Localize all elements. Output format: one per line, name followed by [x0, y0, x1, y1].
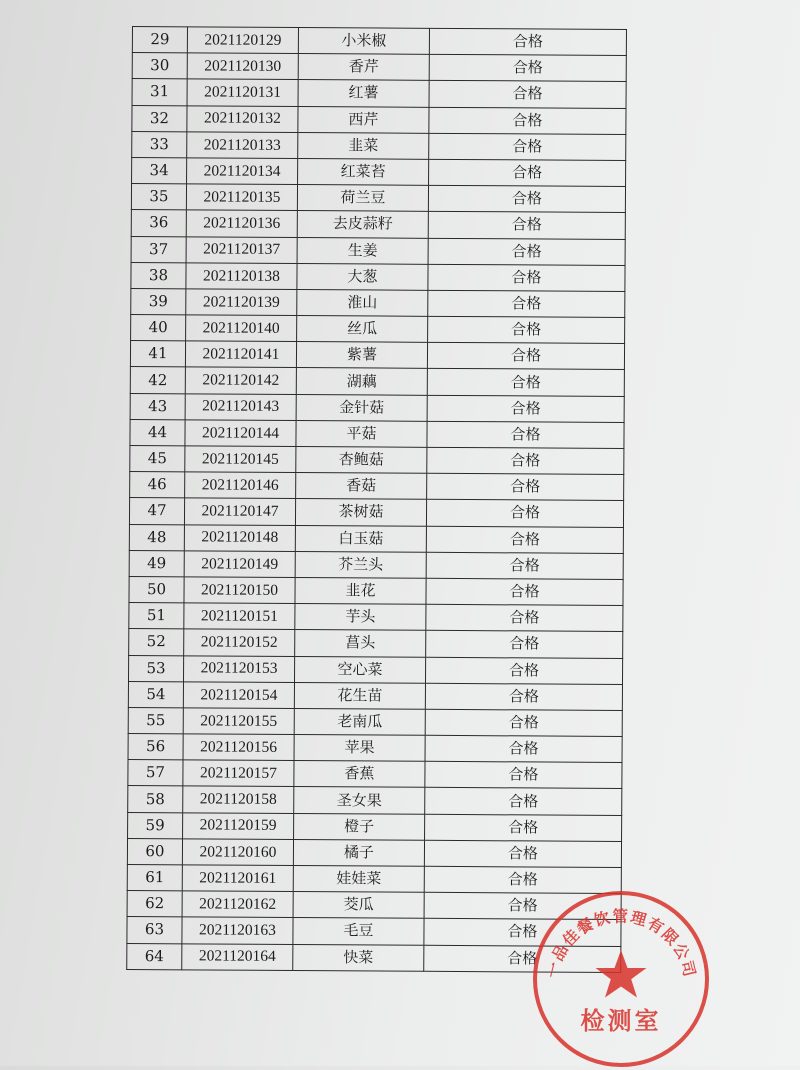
- test-result: 合格: [429, 159, 626, 186]
- row-number: 47: [129, 498, 184, 525]
- table-row: [130, 367, 624, 396]
- row-number: 29: [132, 27, 187, 54]
- test-result: 合格: [424, 866, 621, 893]
- row-number: 33: [132, 131, 187, 158]
- row-number: 42: [130, 367, 185, 394]
- table-row: [128, 681, 622, 710]
- sample-name: 韭花: [295, 577, 426, 604]
- table-row: [132, 27, 626, 56]
- sample-name: 小米椒: [298, 28, 429, 55]
- test-result: 合格: [429, 81, 626, 108]
- table-row: [128, 734, 622, 763]
- row-number: 50: [129, 576, 184, 603]
- table-row: [132, 131, 626, 160]
- table-row: [130, 393, 624, 422]
- row-number: 41: [130, 341, 185, 368]
- row-number: 57: [128, 760, 183, 787]
- row-number: 46: [130, 472, 185, 499]
- test-result: 合格: [427, 447, 624, 474]
- sample-code: 2021120158: [183, 786, 294, 813]
- test-result: 合格: [426, 552, 623, 579]
- table-row: [128, 655, 622, 684]
- sample-code: 2021120147: [184, 498, 295, 525]
- sample-name: 茭瓜: [293, 892, 424, 919]
- table-row: [130, 341, 624, 370]
- sample-name: 红薯: [298, 80, 429, 107]
- row-number: 32: [132, 105, 187, 132]
- sample-code: 2021120154: [183, 682, 294, 709]
- sample-name: 紫薯: [296, 342, 427, 369]
- row-number: 40: [131, 315, 186, 342]
- sample-code: 2021120149: [184, 551, 295, 578]
- test-result: 合格: [428, 212, 625, 239]
- test-result: 合格: [425, 709, 622, 736]
- test-result: 合格: [424, 892, 621, 919]
- row-number: 38: [131, 262, 186, 289]
- sample-name: 杏鲍菇: [296, 447, 427, 474]
- test-result: 合格: [425, 814, 622, 841]
- sample-code: 2021120139: [186, 289, 297, 316]
- table-row: [128, 760, 622, 789]
- table-row: [132, 53, 626, 82]
- sample-name: 茶树菇: [295, 499, 426, 526]
- row-number: 39: [131, 288, 186, 315]
- sample-name: 苹果: [294, 735, 425, 762]
- sample-name: 芥兰头: [295, 551, 426, 578]
- row-number: 56: [128, 734, 183, 761]
- sample-name: 毛豆: [293, 918, 424, 945]
- table-row: [131, 210, 625, 239]
- sample-code: 2021120138: [186, 263, 297, 290]
- sample-code: 2021120156: [183, 734, 294, 761]
- test-result: 合格: [425, 762, 622, 789]
- row-number: 48: [129, 524, 184, 551]
- sample-name: 去皮蒜籽: [297, 211, 428, 238]
- row-number: 45: [130, 445, 185, 472]
- sample-name: 湖藕: [296, 368, 427, 395]
- test-result: 合格: [428, 264, 625, 291]
- table-row: [129, 498, 623, 527]
- test-result: 合格: [427, 421, 624, 448]
- sample-code: 2021120131: [187, 79, 298, 106]
- sample-name: 白玉菇: [295, 525, 426, 552]
- table-row: [131, 184, 625, 213]
- table-row: [130, 419, 624, 448]
- test-result: 合格: [426, 526, 623, 553]
- table-row: [128, 707, 622, 736]
- table-row: [129, 629, 623, 658]
- row-number: 61: [127, 864, 182, 891]
- table-row: [132, 79, 626, 108]
- sample-name: 香菇: [296, 473, 427, 500]
- row-number: 55: [128, 707, 183, 734]
- table-row: [130, 445, 624, 474]
- test-result: 合格: [424, 840, 621, 867]
- row-number: 37: [131, 236, 186, 263]
- sample-code: 2021120135: [186, 184, 297, 211]
- row-number: 60: [127, 838, 182, 865]
- sample-code: 2021120159: [183, 812, 294, 839]
- sample-name: 大葱: [297, 263, 428, 290]
- test-result: 合格: [429, 133, 626, 160]
- row-number: 44: [130, 419, 185, 446]
- row-number: 36: [131, 210, 186, 237]
- row-number: 54: [128, 681, 183, 708]
- sample-name: 空心菜: [294, 656, 425, 683]
- sample-code: 2021120133: [187, 132, 298, 159]
- row-number: 53: [128, 655, 183, 682]
- sample-name: 老南瓜: [294, 708, 425, 735]
- sample-name: 香蕉: [294, 761, 425, 788]
- row-number: 63: [127, 917, 182, 944]
- sample-code: 2021120162: [182, 891, 293, 918]
- sample-code: 2021120129: [187, 27, 298, 54]
- sample-code: 2021120130: [187, 53, 298, 80]
- sample-name: 生姜: [297, 237, 428, 264]
- sample-code: 2021120136: [186, 210, 297, 237]
- row-number: 30: [132, 53, 187, 80]
- table-row: [128, 812, 622, 841]
- sample-name: 橘子: [293, 839, 424, 866]
- table-row: [131, 315, 625, 344]
- table-row: [127, 838, 621, 867]
- seal-center-text: 检测室: [580, 1007, 662, 1035]
- sample-name: 金针菇: [296, 394, 427, 421]
- sample-name: 红菜苔: [298, 158, 429, 185]
- sample-code: 2021120152: [184, 629, 295, 656]
- test-result: 合格: [429, 107, 626, 134]
- test-result: 合格: [425, 683, 622, 710]
- table-row: [129, 524, 623, 553]
- inspection-seal: [530, 888, 712, 1070]
- sample-code: 2021120164: [182, 943, 293, 970]
- test-result: 合格: [426, 500, 623, 527]
- test-result: 合格: [426, 578, 623, 605]
- sample-code: 2021120150: [184, 577, 295, 604]
- sample-code: 2021120137: [186, 236, 297, 263]
- row-number: 35: [131, 184, 186, 211]
- test-result: 合格: [427, 369, 624, 396]
- sample-code: 2021120163: [182, 917, 293, 944]
- test-result: 合格: [428, 238, 625, 265]
- table-row: [132, 157, 626, 186]
- test-result: 合格: [424, 945, 621, 972]
- sample-code: 2021120148: [184, 524, 295, 551]
- row-number: 31: [132, 79, 187, 106]
- table-row: [131, 236, 625, 265]
- row-number: 52: [129, 629, 184, 656]
- test-result: 合格: [429, 28, 626, 55]
- table-row: [130, 472, 624, 501]
- sample-code: 2021120134: [187, 158, 298, 185]
- sample-name: 韭菜: [298, 132, 429, 159]
- test-result: 合格: [428, 290, 625, 317]
- table-row: [129, 550, 623, 579]
- sample-code: 2021120157: [183, 760, 294, 787]
- test-result: 合格: [428, 316, 625, 343]
- sample-code: 2021120155: [183, 708, 294, 735]
- sample-name: 圣女果: [294, 787, 425, 814]
- seal-ring-text: 一品佳餐饮管理有限公司: [543, 907, 699, 980]
- test-result: 合格: [426, 604, 623, 631]
- table-row: [129, 576, 623, 605]
- sample-name: 菖头: [295, 630, 426, 657]
- sample-code: 2021120145: [185, 446, 296, 473]
- sample-code: 2021120151: [184, 603, 295, 630]
- test-result: 合格: [426, 631, 623, 658]
- test-result: 合格: [425, 788, 622, 815]
- row-number: 64: [127, 943, 182, 970]
- test-result: 合格: [425, 657, 622, 684]
- table-body: [127, 27, 627, 973]
- test-result: 合格: [427, 473, 624, 500]
- sample-code: 2021120161: [182, 865, 293, 892]
- sample-code: 2021120141: [185, 341, 296, 368]
- sample-code: 2021120146: [185, 472, 296, 499]
- row-number: 43: [130, 393, 185, 420]
- test-result: 合格: [425, 735, 622, 762]
- test-result: 合格: [427, 395, 624, 422]
- sample-name: 娃娃菜: [293, 866, 424, 893]
- sample-code: 2021120160: [182, 839, 293, 866]
- table-row: [132, 105, 626, 134]
- sample-code: 2021120132: [187, 105, 298, 132]
- sample-name: 橙子: [294, 813, 425, 840]
- table-row: [129, 603, 623, 632]
- test-result: 合格: [428, 185, 625, 212]
- sample-code: 2021120153: [183, 655, 294, 682]
- inspection-results-table: [126, 26, 627, 973]
- sample-name: 丝瓜: [297, 316, 428, 343]
- sample-name: 芋头: [295, 604, 426, 631]
- sample-code: 2021120144: [185, 420, 296, 447]
- table-row: [128, 786, 622, 815]
- row-number: 49: [129, 550, 184, 577]
- sample-name: 平菇: [296, 420, 427, 447]
- test-result: 合格: [429, 55, 626, 82]
- row-number: 62: [127, 891, 182, 918]
- sample-name: 荷兰豆: [297, 185, 428, 212]
- sample-name: 花生苗: [294, 682, 425, 709]
- sample-name: 香芹: [298, 54, 429, 81]
- test-result: 合格: [427, 343, 624, 370]
- row-number: 34: [132, 157, 187, 184]
- sample-code: 2021120142: [185, 367, 296, 394]
- seal-star-icon: [596, 950, 647, 998]
- sample-code: 2021120140: [186, 315, 297, 342]
- row-number: 59: [128, 812, 183, 839]
- row-number: 51: [129, 603, 184, 630]
- sample-name: 淮山: [297, 289, 428, 316]
- test-result: 合格: [424, 919, 621, 946]
- table-row: [131, 288, 625, 317]
- sample-code: 2021120143: [185, 393, 296, 420]
- row-number: 58: [128, 786, 183, 813]
- table-row: [131, 262, 625, 291]
- sample-name: 快菜: [293, 944, 424, 971]
- sample-name: 西芹: [298, 106, 429, 133]
